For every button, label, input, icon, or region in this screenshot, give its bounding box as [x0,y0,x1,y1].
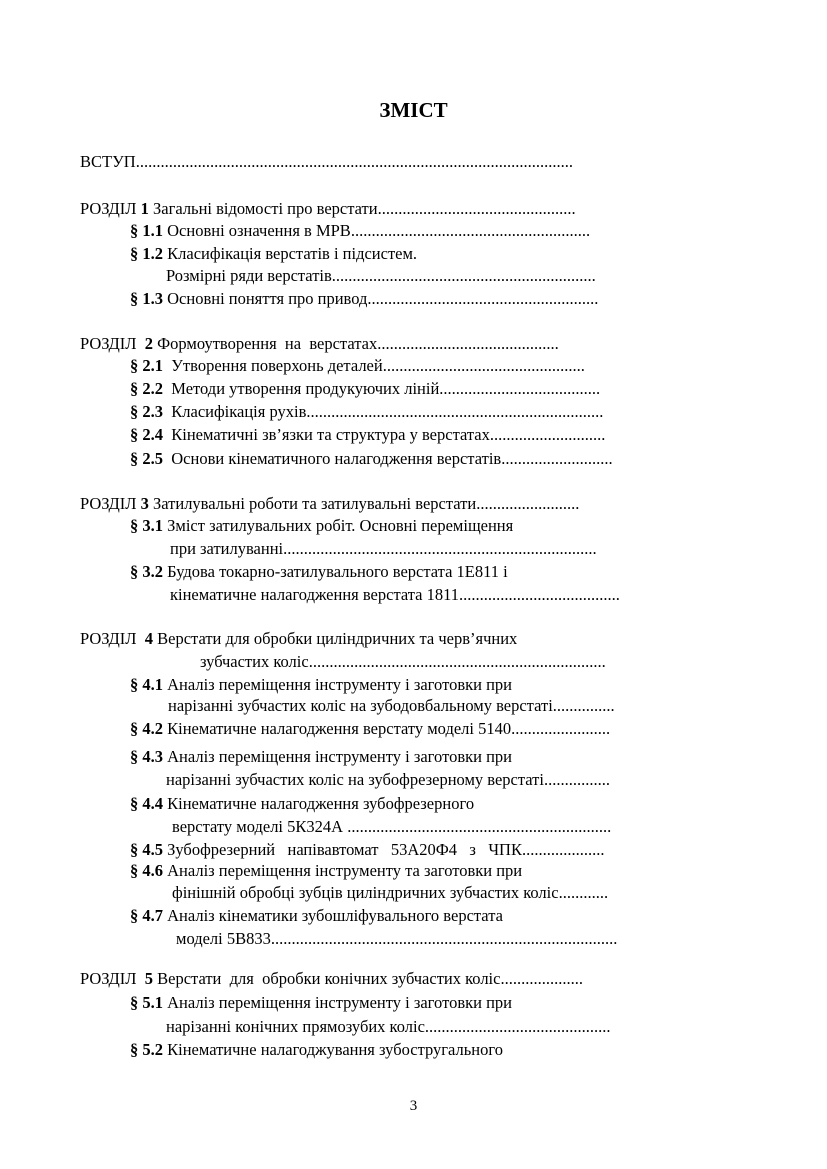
entry-title: Загальні відомості про верстати [148,199,378,218]
section-number: § 3.1 [130,516,163,535]
section-number: § 2.4 [130,425,163,444]
section-number: § 2.3 [130,402,163,421]
chapter-number: 3 [140,494,149,513]
toc-entry [130,425,605,445]
dot-leader: ........................... [501,449,613,468]
entry-title: Формоутворення на верстатах [153,334,378,353]
toc-entry [172,883,608,903]
dot-leader: ............................................. [424,1017,611,1036]
toc-entry [130,719,610,739]
section-number: § 4.6 [130,861,163,880]
dot-leader: ........................ [511,719,611,738]
toc-entry [130,289,598,309]
entry-title: Основні означення в МРВ [163,221,351,240]
toc-entry [80,152,573,172]
entry-title: Методи утворення продукуючих ліній [163,379,440,398]
chapter-number: 1 [140,199,149,218]
entry-title: РОЗДІЛ [80,334,145,353]
entry-title: Аналіз переміщення інструменту і заготовки при [163,993,512,1012]
entry-title: фінішній обробці зубців циліндричних зубчастих коліс [172,883,559,902]
toc-entry [130,516,513,536]
entry-title: Кінематичні зв’язки та структура у верстатах [163,425,490,444]
entry-title: Основні поняття про привод [163,289,368,308]
dot-leader: .................................................................................... [270,929,618,948]
toc-entry [130,449,613,469]
toc-entry [130,747,512,767]
toc-entry [166,770,610,790]
toc-entry [130,993,512,1013]
entry-title: Основи кінематичного налагодження верстатів [163,449,502,468]
entry-title: РОЗДІЛ [80,629,145,648]
section-number: § 1.1 [130,221,163,240]
section-number: § 2.5 [130,449,163,468]
toc-entry [130,906,503,926]
dot-leader: .................... [500,969,583,988]
entry-title: Затилувальні роботи та затилувальні верстати [148,494,477,513]
toc-entry [80,629,517,649]
entry-title: Аналіз переміщення інструменту і заготовки при [163,747,512,766]
toc-entry [80,334,559,354]
toc-entry [130,379,600,399]
section-number: § 4.5 [130,840,163,859]
dot-leader: ................................................ [377,199,576,218]
entry-title: зубчастих коліс [200,652,309,671]
toc-entry [130,794,474,814]
entry-title: Верстати для обробки конічних зубчастих коліс [153,969,501,988]
toc-entry [130,221,590,241]
dot-leader: ........................................................................ [306,402,604,421]
dot-leader: ............................ [489,425,606,444]
toc-entry [166,1017,611,1037]
toc-entry [170,539,597,559]
dot-leader: ....................................... [439,379,601,398]
entry-title: нарізанні зубчастих коліс на зубодовбальному верстаті [168,696,553,715]
entry-title: Класифікація рухів [163,402,307,421]
entry-title: Утворення поверхонь деталей [163,356,383,375]
dot-leader: ....................................... [459,585,620,604]
section-number: § 4.4 [130,794,163,813]
entry-title: нарізанні конічних прямозубих коліс [166,1017,425,1036]
entry-title: РОЗДІЛ [80,969,145,988]
section-number: § 3.2 [130,562,163,581]
entry-title: Аналіз переміщення інструменту і заготовки при [163,675,512,694]
entry-title: Верстати для обробки циліндричних та черв’ячних [153,629,518,648]
toc-entry [80,969,583,989]
chapter-number: 2 [144,334,153,353]
toc-entry [130,675,512,695]
toc-entry [80,494,579,514]
section-number: § 4.3 [130,747,163,766]
entry-title: РОЗДІЛ [80,199,141,218]
toc-entry [130,840,604,860]
toc-entry [130,1040,503,1060]
toc-entry [172,817,611,837]
entry-title: Розмірні ряди верстатів [166,266,332,285]
entry-title: кінематичне налагодження верстата 1811 [170,585,460,604]
entry-title: моделі 5В833 [176,929,271,948]
toc-entry [130,861,522,881]
dot-leader: ................................................................ [347,817,612,836]
dot-leader: ........................................................................ [308,652,606,671]
dot-leader: ................................................................ [331,266,596,285]
entry-title: Будова токарно-затилувального верстата 1Е811 і [163,562,508,581]
toc-entry [130,402,603,422]
entry-title: Аналіз переміщення інструменту та заготовки при [163,861,523,880]
entry-title: РОЗДІЛ [80,494,141,513]
entry-title: Аналіз кінематики зубошліфувального верстата [163,906,503,925]
toc-entry [168,696,615,716]
section-number: § 4.1 [130,675,163,694]
section-number: § 4.2 [130,719,163,738]
dot-leader: .......................................................................................................... [135,152,573,171]
toc-entry [176,929,617,949]
dot-leader: ................................................. [382,356,585,375]
entry-title: верстату моделі 5К324А [172,817,348,836]
dot-leader: ............................................ [377,334,559,353]
toc-entry [166,266,596,286]
toc-entry [130,356,585,376]
page-number: 3 [409,1098,418,1114]
entry-title: Зміст затилувальних робіт. Основні переміщення [163,516,514,535]
dot-leader: .......................................................... [350,221,591,240]
toc-entry [200,652,606,672]
dot-leader: ............................................................................ [283,539,597,558]
toc-entry [170,585,620,605]
entry-title: Кінематичне налагодження зубофрезерного [163,794,475,813]
section-number: § 5.1 [130,993,163,1012]
chapter-number: 5 [144,969,153,988]
entry-title: Кінематичне налагоджування зубостругального [163,1040,503,1059]
entry-title: Зубофрезерний напівавтомат 53А20Ф4 з ЧПК [163,840,522,859]
chapter-number: 4 [144,629,153,648]
entry-title: ВСТУП [80,152,136,171]
toc-entry [80,199,576,219]
dot-leader: .................... [521,840,605,859]
section-number: § 1.3 [130,289,163,308]
section-number: § 2.1 [130,356,163,375]
entry-title: при затилуванні [170,539,284,558]
page-title: ЗМІСТ [379,98,448,122]
section-number: § 5.2 [130,1040,163,1059]
section-number: § 1.2 [130,244,163,263]
dot-leader: ........................................................ [367,289,599,308]
entry-title: нарізанні зубчастих коліс на зубофрезерному верстаті [166,770,544,789]
dot-leader: ................ [543,770,610,789]
entry-title: Кінематичне налагодження верстату моделі 5140 [163,719,512,738]
dot-leader: ............ [558,883,609,902]
dot-leader: ............... [552,696,615,715]
section-number: § 4.7 [130,906,163,925]
section-number: § 2.2 [130,379,163,398]
entry-title: Класифікація верстатів і підсистем. [163,244,418,263]
toc-entry [130,244,417,264]
dot-leader: ......................... [476,494,580,513]
toc-entry [130,562,508,582]
